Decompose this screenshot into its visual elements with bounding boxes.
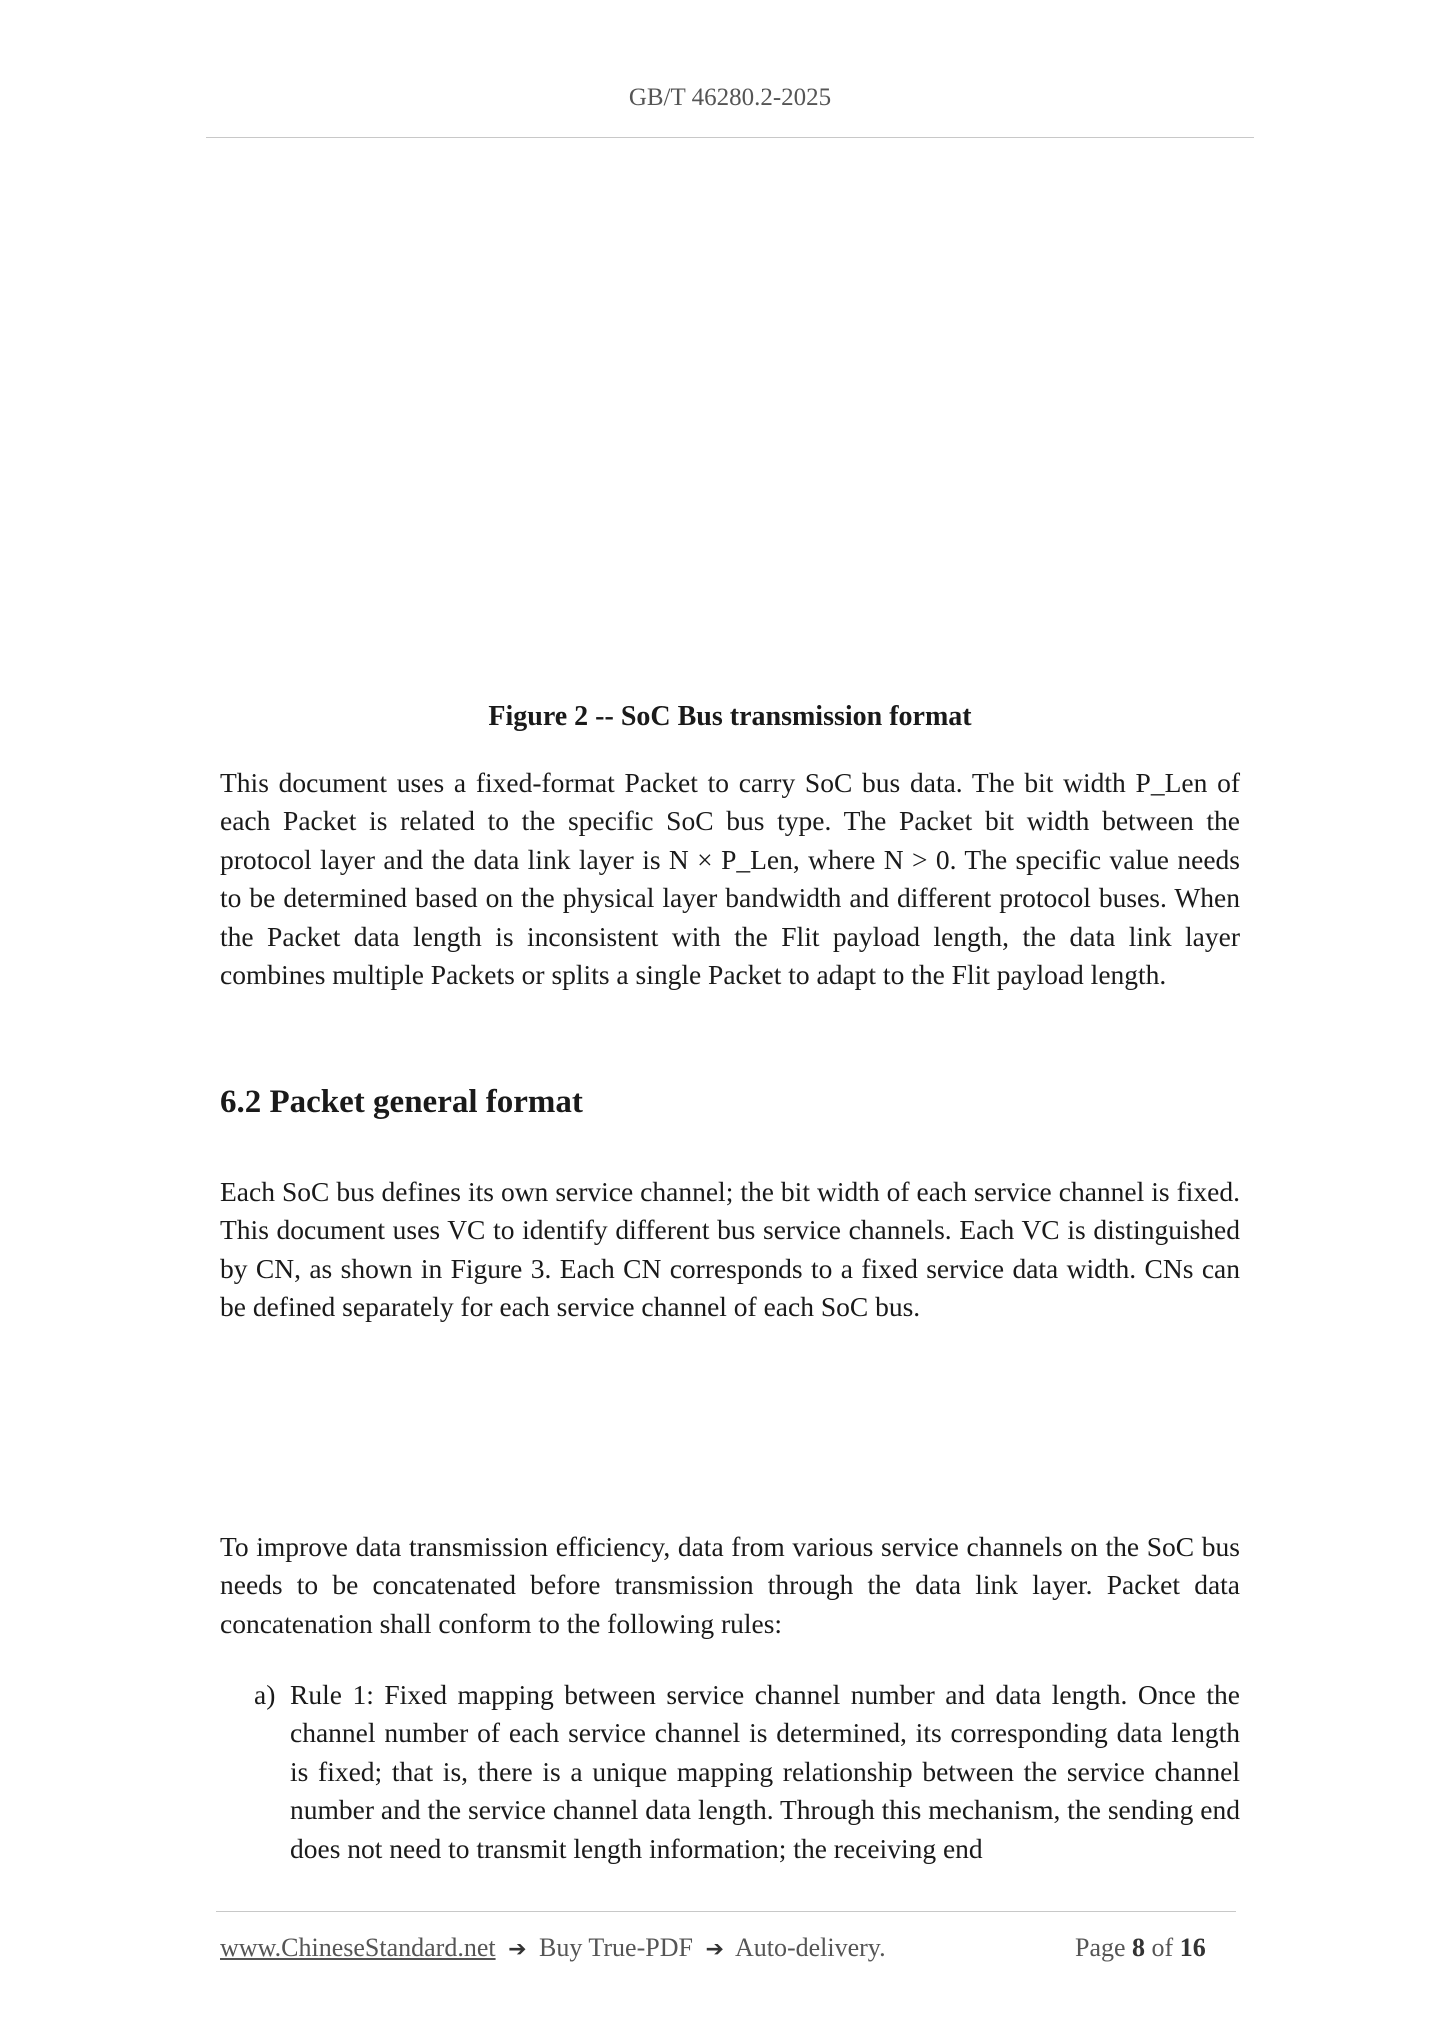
arrow-right-icon: ➔	[508, 1937, 527, 1962]
auto-delivery-text: Auto-delivery.	[734, 1933, 886, 1962]
page-label: Page	[1075, 1933, 1126, 1962]
paragraph-concatenation: To improve data transmission efficiency, data from various service channels on the SoC bus needs to be concatenated before transmission through the data link layer. Packet data concatenation shall conform to the following rules:	[220, 1531, 1240, 1639]
buy-pdf-text: Buy True-PDF	[539, 1933, 693, 1962]
section-heading: 6.2 Packet general format	[220, 1084, 583, 1120]
list-item-text: Rule 1: Fixed mapping between service channel number and data length. Once the channel number of each service channel is determined, its corresponding data length is fixed; that is, there is a unique mapping relationship between the service channel number and the service channel data length. Through this mechanism, the sending end does not need to transmit length information; the receiving end	[290, 1679, 1240, 1864]
website-link[interactable]: www.ChineseStandard.net	[220, 1933, 496, 1962]
page-of-label: of	[1151, 1933, 1174, 1962]
paragraph-packet-format: This document uses a fixed-format Packet to carry SoC bus data. The bit width P_Len of each Packet is related to the specific SoC bus type. The Packet bit width between the protocol layer and the data link layer is N × P_Len, where N > 0. The specific value needs to be determined based on the physical layer bandwidth and different protocol buses. When the Packet data length is inconsistent with the Flit payload length, the data link layer combines multiple Packets or splits a single Packet to adapt to the Flit payload length.	[220, 767, 1240, 991]
document-id: GB/T 46280.2-2025	[628, 84, 832, 111]
paragraph-service-channel: Each SoC bus defines its own service channel; the bit width of each service channel is fixed. This document uses VC to identify different bus service channels. Each VC is distinguished by CN, as shown in Figure 3. Each CN corresponds to a fixed service data width. CNs can be defined separately for each service channel of each SoC bus.	[220, 1176, 1240, 1323]
header-divider	[206, 137, 1254, 138]
page-number	[1075, 1933, 1206, 1963]
list-item-rule-1	[254, 1676, 1240, 1868]
page-header	[206, 84, 1254, 112]
page-current: 8	[1132, 1933, 1146, 1962]
footer-divider	[216, 1911, 1236, 1912]
figure-caption: Figure 2 -- SoC Bus transmission format	[488, 701, 972, 732]
list-marker: a)	[254, 1679, 276, 1710]
arrow-right-icon: ➔	[705, 1937, 724, 1962]
page-total: 16	[1179, 1933, 1206, 1962]
footer-links	[220, 1933, 886, 1963]
